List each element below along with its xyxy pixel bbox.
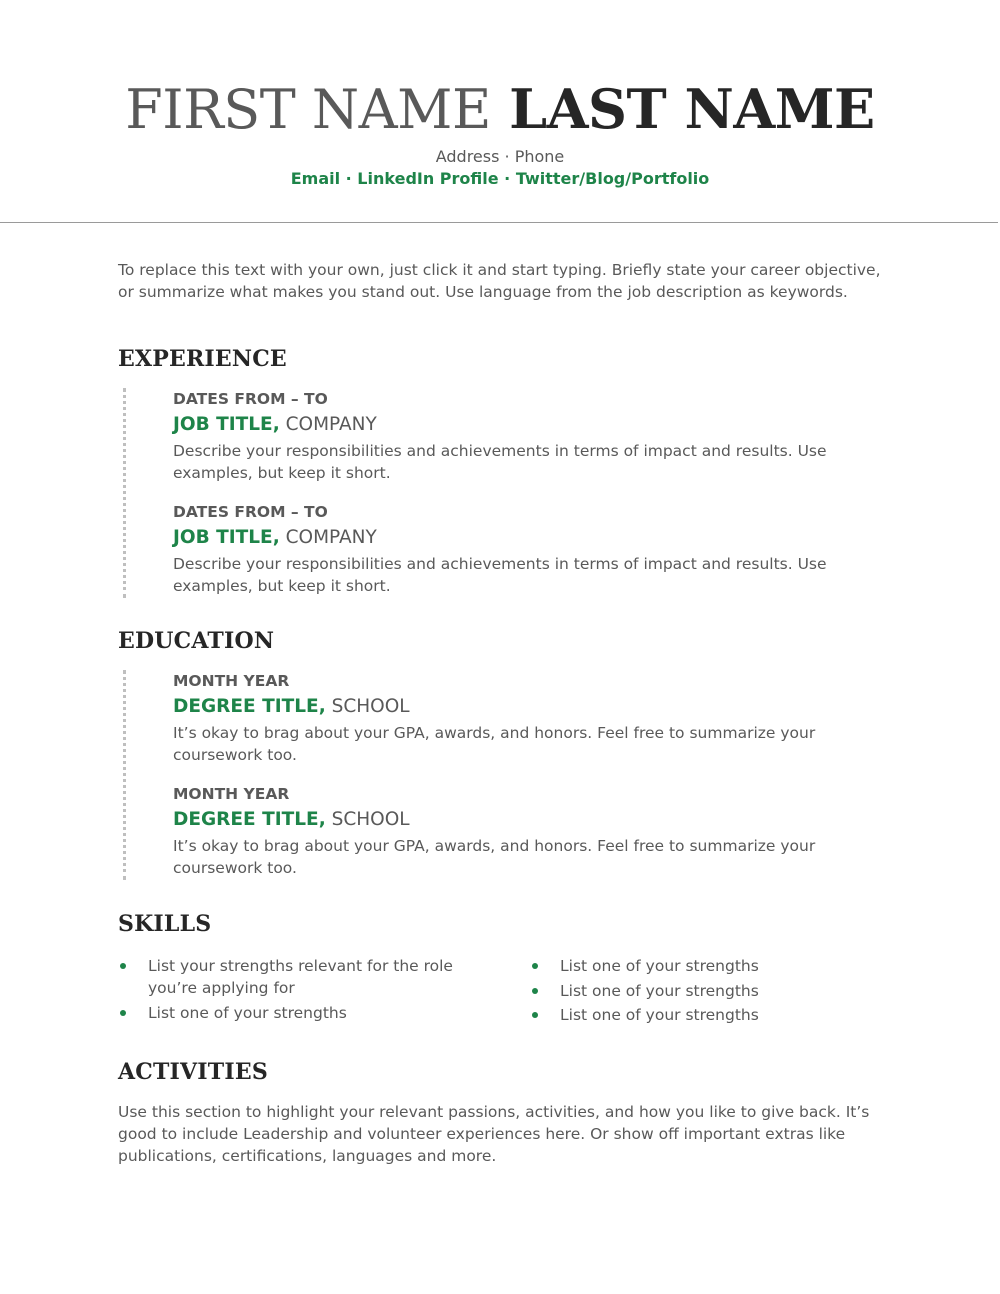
education-timeline [123,670,886,880]
company-name: COMPANY [279,527,377,548]
education-description[interactable]: It’s okay to brag about your GPA, awards, and honors. Feel free to summarize your coursework too. [173,724,816,764]
last-name[interactable]: LAST NAME [509,77,875,141]
degree-title: DEGREE TITLE, [173,696,326,717]
address-phone-line[interactable]: Address · Phone [435,147,565,166]
skills-heading-wrap [118,910,883,938]
job-title: JOB TITLE, [173,414,280,435]
experience-entry [173,388,886,484]
resume-header [0,76,1000,190]
education-description[interactable]: It’s okay to brag about your GPA, awards, and honors. Feel free to summarize your coursework too. [173,837,816,877]
experience-role[interactable] [173,525,886,551]
school-name: SCHOOL [325,696,410,717]
header-divider [0,222,998,223]
experience-timeline [123,388,886,598]
activities-section [118,1058,883,1167]
experience-description[interactable]: Describe your responsibilities and achievements in terms of impact and results. Use examples, but keep it short. [173,442,827,482]
objective-text[interactable]: To replace this text with your own, just click it and start typing. Briefly state your career objective, or summarize what makes you stand out. Use language from the job description as keywords. [118,261,881,301]
school-name: SCHOOL [325,809,410,830]
education-degree[interactable] [173,807,886,833]
objective-section [118,259,883,303]
education-dates[interactable]: MONTH YEAR [173,672,290,690]
education-heading-wrap [118,627,883,655]
skill-item[interactable] [530,1004,880,1026]
skill-item[interactable] [118,1002,498,1024]
first-name[interactable]: FIRST NAME [125,78,491,141]
activities-text[interactable]: Use this section to highlight your relevant passions, activities, and how you like to give back. It’s good to include Leadership and volunteer experiences here. Or show off important extras like publications, certifications, languages and more. [118,1103,870,1165]
experience-dates[interactable]: DATES FROM – TO [173,390,328,408]
education-entry [173,783,886,879]
activities-heading[interactable]: ACTIVITIES [118,1059,268,1085]
bullet-icon [120,1010,126,1016]
skill-item[interactable] [530,955,880,977]
bullet-icon [532,963,538,969]
education-entry [173,670,886,766]
education-dates[interactable]: MONTH YEAR [173,785,290,803]
skill-item[interactable] [530,980,880,1002]
experience-heading[interactable]: EXPERIENCE [118,346,287,372]
education-degree[interactable] [173,694,886,720]
skill-text: List one of your strengths [560,957,759,975]
company-name: COMPANY [279,414,377,435]
skill-text: List your strengths relevant for the role you’re applying for [148,957,453,997]
education-heading[interactable]: EDUCATION [118,628,275,654]
skills-heading[interactable]: SKILLS [118,911,212,937]
skills-column-right [530,955,880,1029]
bullet-icon [532,988,538,994]
bullet-icon [532,1012,538,1018]
experience-role[interactable] [173,412,886,438]
skill-text: List one of your strengths [148,1003,347,1022]
contact-links-line[interactable]: Email · LinkedIn Profile · Twitter/Blog/Portfolio [290,169,710,188]
full-name [0,76,1000,143]
skills-column-left [118,955,498,1026]
skill-text: List one of your strengths [560,981,759,1000]
experience-heading-wrap [118,345,883,373]
bullet-icon [120,963,126,969]
experience-dates[interactable]: DATES FROM – TO [173,503,328,521]
skill-text: List one of your strengths [560,1006,759,1024]
skill-item[interactable] [118,955,498,999]
job-title: JOB TITLE, [173,527,280,548]
degree-title: DEGREE TITLE, [173,809,326,830]
experience-description[interactable]: Describe your responsibilities and achievements in terms of impact and results. Use examples, but keep it short. [173,555,827,595]
experience-entry [173,501,886,597]
